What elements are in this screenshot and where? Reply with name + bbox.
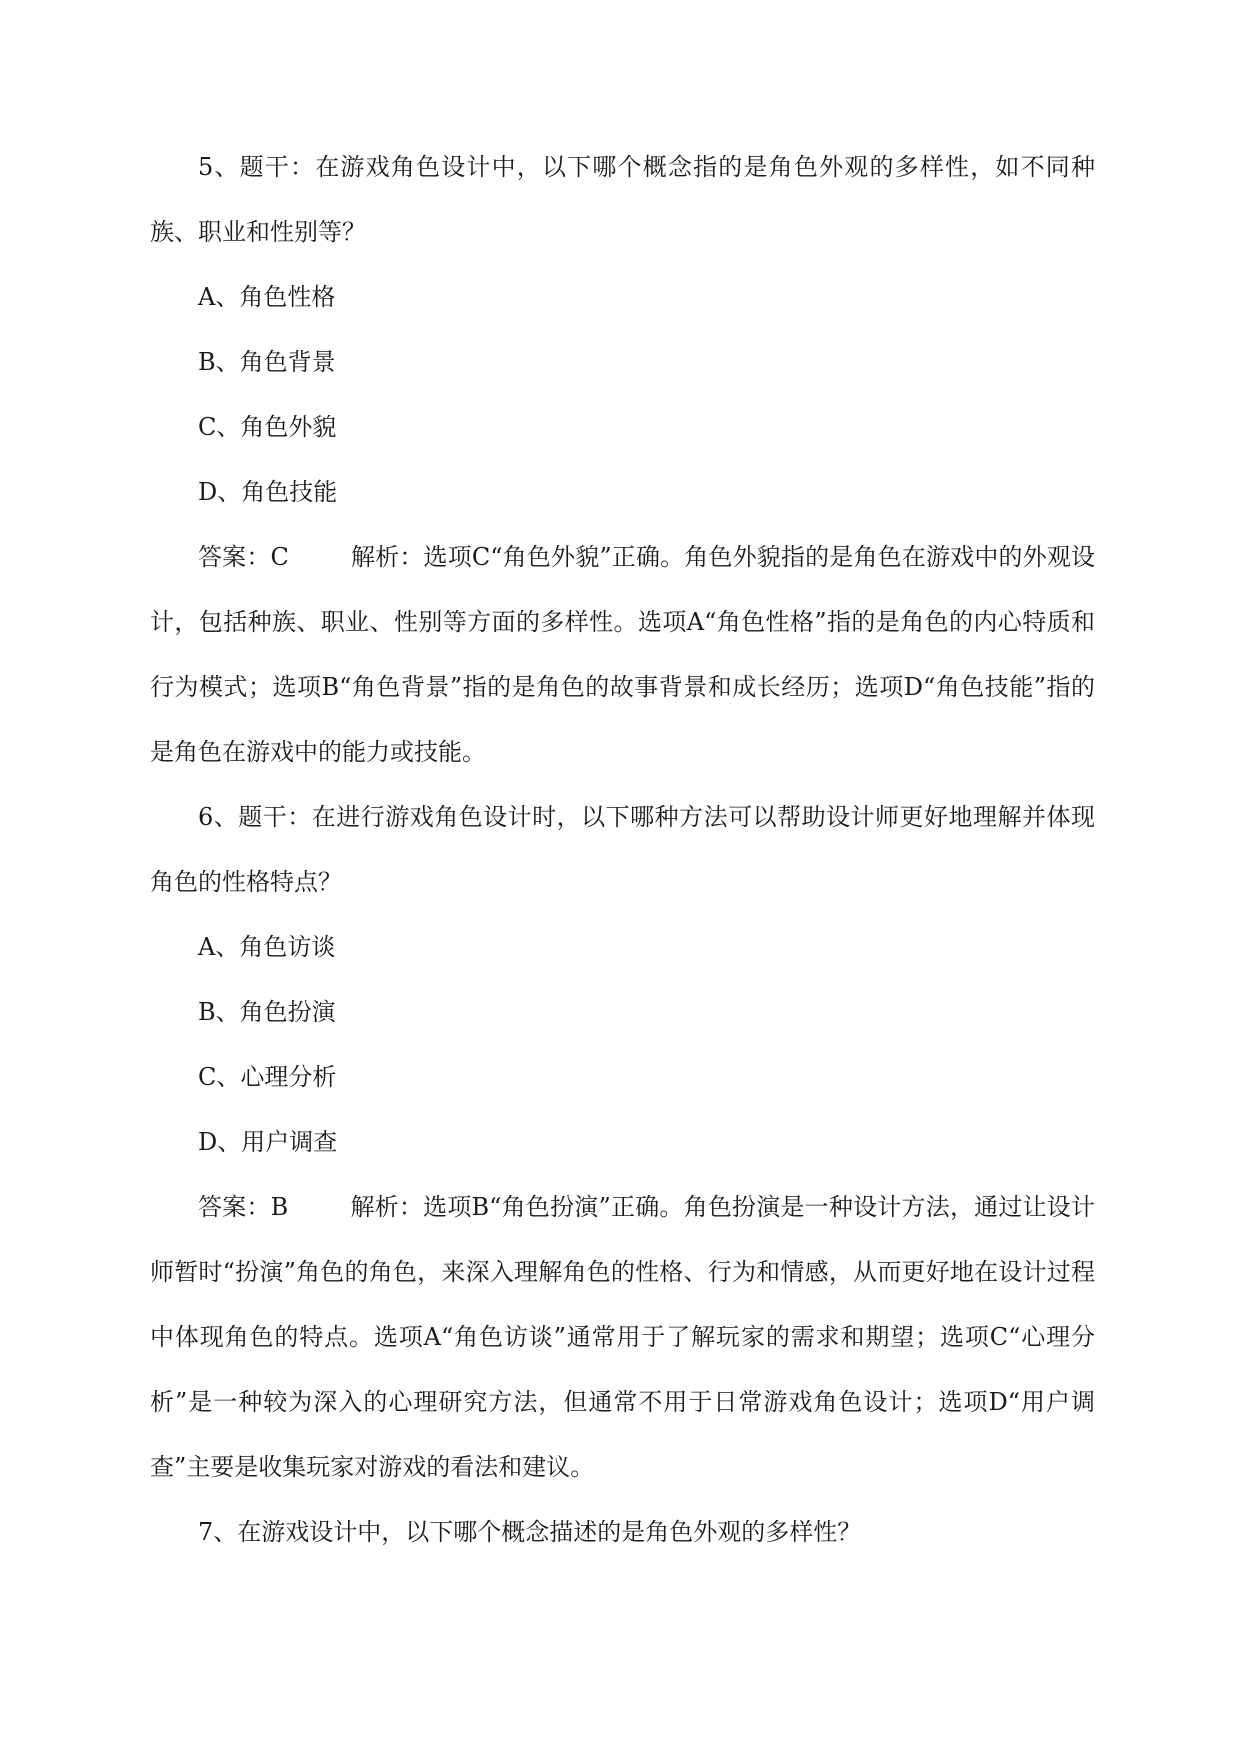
question-6-analysis: 解析：选项B“角色扮演”正确。角色扮演是一种设计方法，通过让设计师暂时“扮演”角色的角色，来深入理解角色的性格、行为和情感，从而更好地在设计过程中体现角色的特点。选项A“角色访谈”通常用于了解玩家的需求和期望；选项C“心理分析”是一种较为深入的心理研究方法，但通常不用于日常游戏角色设计；选项D“用户调查”主要是收集玩家对游戏的看法和建议。 [150,1193,1095,1481]
question-5-option-b: B、角色背景 [198,348,336,376]
question-5-option-c: C、角色外貌 [198,413,337,441]
question-5-option-d: D、角色技能 [198,478,338,506]
question-6-answer-block [150,1175,1095,1500]
question-5-option-a: A、角色性格 [198,283,336,311]
question-5-answer: 答案：C [198,543,289,571]
question-6-stem: 6、题干：在进行游戏角色设计时，以下哪种方法可以帮助设计师更好地理解并体现角色的性格特点？ [150,803,1095,896]
question-5-stem: 5、题干：在游戏角色设计中，以下哪个概念指的是角色外观的多样性，如不同种族、职业和性别等？ [150,153,1095,246]
document-page [150,135,1095,1565]
question-6-option-c: C、心理分析 [198,1063,337,1091]
question-6-option-a: A、角色访谈 [198,933,336,961]
question-6-option-d: D、用户调查 [198,1128,338,1156]
question-6-answer: 答案：B [198,1193,289,1221]
question-5-analysis: 解析：选项C“角色外貌”正确。角色外貌指的是角色在游戏中的外观设计，包括种族、职业、性别等方面的多样性。选项A“角色性格”指的是角色的内心特质和行为模式；选项B“角色背景”指的是角色的故事背景和成长经历；选项D“角色技能”指的是角色在游戏中的能力或技能。 [150,543,1095,766]
question-5-answer-block [150,525,1095,785]
question-7-stem: 7、在游戏设计中，以下哪个概念描述的是角色外观的多样性？ [198,1518,862,1546]
question-6-option-b: B、角色扮演 [198,998,336,1026]
